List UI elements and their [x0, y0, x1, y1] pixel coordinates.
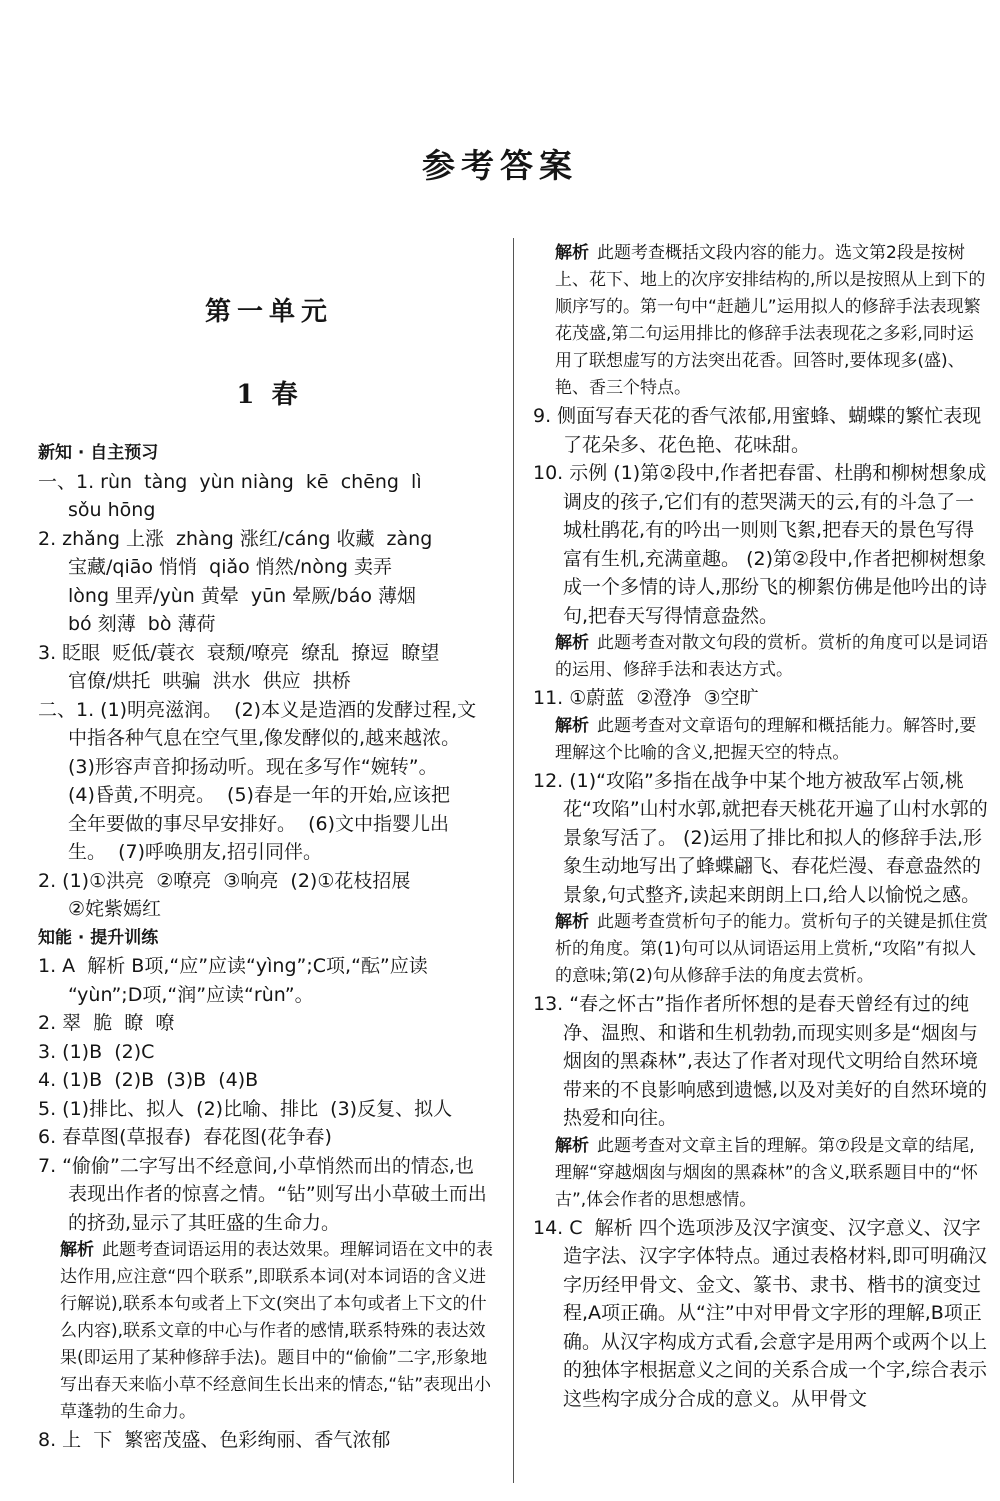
answer-line: 中指各种气息在空气里,像发酵似的,越来越浓。 [68, 727, 461, 749]
analysis-8 [533, 240, 990, 402]
answer-line: 官僚/烘托 哄骗 洪水 供应 拱桥 [68, 670, 351, 692]
analysis-text: 此题考查对文章主旨的理解。第⑦段是文章的结尾,理解“穿越烟囱与烟囱的黑森林”的含义,联系题目中的“怀古”,体会作者的思想感情。 [555, 1135, 978, 1210]
answer-14: 14. C 解析 四个选项涉及汉字演变、汉字意义、汉字造字法、汉字字体特点。通过表格材料,即可明确汉字历经甲骨文、金文、篆书、隶书、楷书的演变过程,A项正确。从“注”中对甲骨文字形的理解,B项正确。从汉字构成方式看,会意字是用两个或两个以上的独体字根据意义之间的关系合成一个字,综合表示这些构字成分合成的意义。从甲骨文 [533, 1216, 988, 1410]
analysis-text: 此题考查赏析句子的能力。赏析句子的关键是抓住赏析的角度。第(1)句可以从词语运用上赏析,“攻陷”有拟人的意味;第(2)句从修辞手法的角度去赏析。 [555, 912, 988, 986]
preview-answers [38, 468, 500, 924]
answer-line: 1. A 解析 B项,“应”应读“yìng”;C项,“酝”应读 [38, 955, 428, 977]
answer-line: ②姹紫嫣红 [68, 898, 162, 920]
analysis-label: 解析 [60, 1240, 94, 1260]
answer-12: 12. (1)“攻陷”多指在战争中某个地方被敌军占领,桃花“攻陷”山村水郭,就把春天桃花开遍了山村水郭的景象写活了。 (2)运用了排比和拟人的修辞手法,形象生动地写出了蜂蝶翩飞、春花烂漫、春意盎然的景象,句式整齐,读起来朗朗上口,给人以愉悦之感。 [533, 769, 988, 906]
analysis-text: 此题考查对文章语句的理解和概括能力。解答时,要理解这个比喻的含义,把握天空的特点。 [555, 715, 977, 763]
answer-line: 7. “偷偷”二字写出不经意间,小草悄然而出的情态,也 [38, 1154, 474, 1177]
answer-line: 6. 春草图(草报春) 春花图(花争春) [38, 1126, 332, 1148]
analysis-label: 解析 [555, 243, 589, 263]
answer-line: 8. 上 下 繁密茂盛、色彩绚丽、香气浓郁 [38, 1429, 391, 1451]
answer-line: 的挤劲,显示了其旺盛的生命力。 [68, 1211, 341, 1234]
lesson-title: 1 春 [236, 379, 302, 410]
answer-9: 9. 侧面写春天花的香气浓郁,用蜜蜂、蝴蝶的繁忙表现了花朵多、花色艳、花味甜。 [533, 405, 982, 456]
column-divider [513, 238, 514, 1483]
left-column [38, 240, 500, 1455]
answer-line: “yùn”;D项,“润”应读“rùn”。 [68, 983, 314, 1006]
answer-11: 11. ①蔚蓝 ②澄净 ③空旷 [533, 687, 759, 709]
analysis-label: 解析 [555, 912, 589, 932]
analysis-label: 解析 [555, 1135, 589, 1156]
answer-line: 5. (1)排比、拟人 (2)比喻、排比 (3)反复、拟人 [38, 1097, 453, 1120]
analysis-12 [533, 909, 990, 990]
answer-line: 宝藏/qiāo 悄悄 qiǎo 悄然/nòng 卖弄 [68, 556, 392, 578]
answer-line: (3)形容声音抑扬动听。现在多写作“婉转”。 [68, 755, 438, 778]
analysis-text: 此题考查词语运用的表达效果。理解词语在文中的表达作用,应注意“四个联系”,即联系本词(对本词语的含义进行解说),联系本句或者上下文(突出了本句或者上下文的什么内容),联系文章的中心与作者的感情,联系特殊的表达效果(即运用了某种修辞手法)。题目中的“偷偷”二字,形象地写出春天来临小草不经意间生长出来的情态,“钻”表现出小草蓬勃的生命力。 [60, 1240, 493, 1422]
answer-line: 2. zhǎng 上涨 zhàng 涨红/cáng 收藏 zàng [38, 527, 433, 550]
analysis-text: 此题考查概括文段内容的能力。选文第2段是按树上、花下、地上的次序安排结构的,所以是按照从上到下的顺序写的。第一句中“赶趟儿”运用拟人的修辞手法表现繁花茂盛,第二句运用排比的修辞手法表现花之多彩,同时运用了联想虚写的方法突出花香。回答时,要体现多(盛)、艳、香三个特点。 [555, 243, 986, 398]
answer-line: bó 刻薄 bò 薄荷 [68, 613, 216, 635]
training-answers [38, 952, 500, 1455]
analysis-label: 解析 [555, 715, 589, 736]
answer-line: 4. (1)B (2)B (3)B (4)B [38, 1069, 259, 1091]
answer-line: 全年要做的事尽早安排好。 (6)文中指婴儿出 [68, 812, 449, 835]
section-heading-training: 知能 · 提升训练 [38, 927, 159, 948]
answer-line: 2. 翠 脆 瞭 嘹 [38, 1012, 175, 1034]
analysis-text: 此题考查对散文句段的赏析。赏析的角度可以是词语的运用、修辞手法和表达方式。 [555, 633, 988, 680]
answer-line: 一、1. rùn tàng yùn niàng kē chēng lì [38, 470, 422, 493]
answer-line: 生。 (7)呼唤朋友,招引同伴。 [68, 841, 323, 863]
answer-line: 3. 眨眼 贬低/蓑衣 衰颓/嘹亮 缭乱 撩逗 瞭望 [38, 641, 440, 664]
right-column [533, 240, 990, 1413]
analysis-7 [38, 1237, 500, 1426]
answer-line: 二、1. (1)明亮滋润。 (2)本义是造酒的发酵过程,文 [38, 698, 477, 721]
analysis-13 [533, 1133, 990, 1214]
answer-line: (4)昏黄,不明亮。 (5)春是一年的开始,应该把 [68, 784, 450, 806]
answer-13: 13. “春之怀古”指作者所怀想的是春天曾经有过的纯净、温煦、和谐和生机勃勃,而现实则多是“烟囱与烟囱的黑森林”,表达了作者对现代文明给自然环境带来的不良影响感到遗憾,以及对美好的自然环境的热爱和向往。 [533, 993, 988, 1129]
answer-line: 表现出作者的惊喜之情。“钻”则写出小草破土而出 [68, 1183, 487, 1205]
answer-line: lòng 里弄/yùn 黄晕 yūn 晕厥/báo 薄烟 [68, 584, 417, 607]
page-title: 参考答案 [422, 146, 578, 185]
unit-title: 第一单元 [204, 297, 333, 327]
answer-10: 10. 示例 (1)第②段中,作者把春雷、杜鹃和柳树想象成调皮的孩子,它们有的惹哭满天的云,有的斗急了一城杜鹃花,有的吟出一则则飞絮,把春天的景色写得富有生机,充满童趣。 (2)第②段中,作者把柳树想象成一个多情的诗人,那纷飞的柳絮仿佛是他吟出的诗句,把春天写得情意盎然。 [533, 462, 988, 627]
answer-line: 2. (1)①洪亮 ②嘹亮 ③响亮 (2)①花枝招展 [38, 869, 411, 892]
analysis-11 [533, 713, 990, 767]
analysis-10 [533, 630, 990, 684]
answer-line: sǒu hōng [68, 499, 156, 521]
section-heading-preview: 新知 · 自主预习 [38, 443, 159, 463]
analysis-label: 解析 [555, 633, 589, 653]
answer-line: 3. (1)B (2)C [38, 1040, 155, 1063]
